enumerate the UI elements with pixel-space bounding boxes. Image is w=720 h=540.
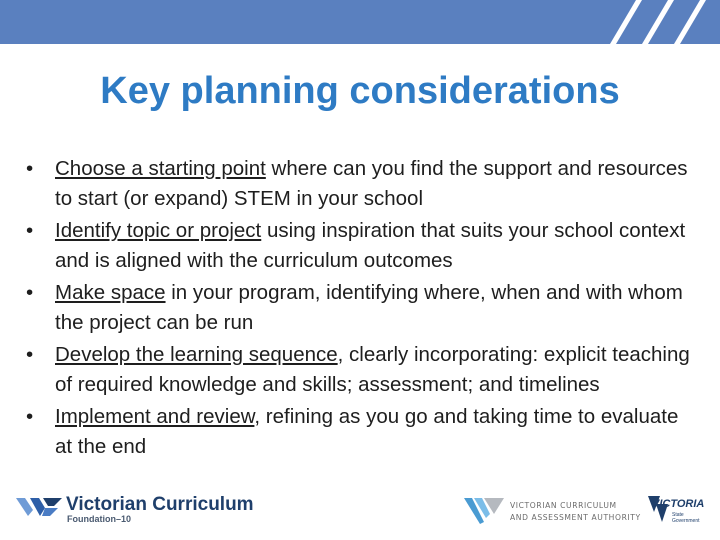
bullet-item xyxy=(26,340,696,400)
victoria-sub-line1: State xyxy=(672,512,684,518)
vcaa-logo xyxy=(462,494,641,526)
bullet-item xyxy=(26,154,696,214)
victoria-subtitle xyxy=(672,512,700,524)
vcaa-line2: AND ASSESSMENT AUTHORITY xyxy=(510,513,641,522)
bullet-highlight: Make space xyxy=(55,281,166,304)
bullet-marker: • xyxy=(26,405,34,428)
bullet-marker: • xyxy=(26,219,34,242)
bullet-text: using inspiration that suits your school context and is aligned with the curriculum outcomes xyxy=(55,219,686,272)
bullet-highlight: Identify topic or project xyxy=(55,219,262,242)
bullet-text: in your program, identifying where, when and with whom the project can be run xyxy=(55,281,683,334)
bullet-highlight: Develop the learning sequence xyxy=(55,343,338,366)
victoria-state-government-logo xyxy=(646,494,706,528)
bullet-highlight: Implement and review xyxy=(55,405,255,428)
bullet-text: where can you find the support and resources to start (or expand) STEM in your school xyxy=(55,157,688,210)
bullet-text: , clearly incorporating: explicit teaching of required knowledge and skills; assessment; and timelines xyxy=(55,343,690,396)
bullet-marker: • xyxy=(26,281,34,304)
victorian-curriculum-wordmark: Victorian Curriculum xyxy=(66,494,254,515)
victoria-wordmark: VICTORIA xyxy=(652,498,705,510)
bullet-text: , refining as you go and taking time to evaluate at the end xyxy=(55,405,679,458)
bullet-marker: • xyxy=(26,343,34,366)
bullet-item xyxy=(26,216,696,276)
victoria-sub-line2: Government xyxy=(672,518,700,524)
vcaa-text-block xyxy=(510,500,641,524)
slide-title: Key planning considerations xyxy=(100,70,620,112)
header-bar xyxy=(0,0,720,44)
header-stripes-icon xyxy=(580,0,720,44)
vcaa-line1: VICTORIAN CURRICULUM xyxy=(510,501,617,510)
bullet-marker: • xyxy=(26,157,34,180)
bullet-item xyxy=(26,278,696,338)
bullet-list xyxy=(26,154,696,464)
bullet-item xyxy=(26,402,696,462)
vcaa-logo-icon xyxy=(462,494,506,526)
victorian-curriculum-subtitle: Foundation–10 xyxy=(67,514,132,524)
bullet-highlight: Choose a starting point xyxy=(55,157,266,180)
victorian-curriculum-logo-icon xyxy=(16,496,62,516)
